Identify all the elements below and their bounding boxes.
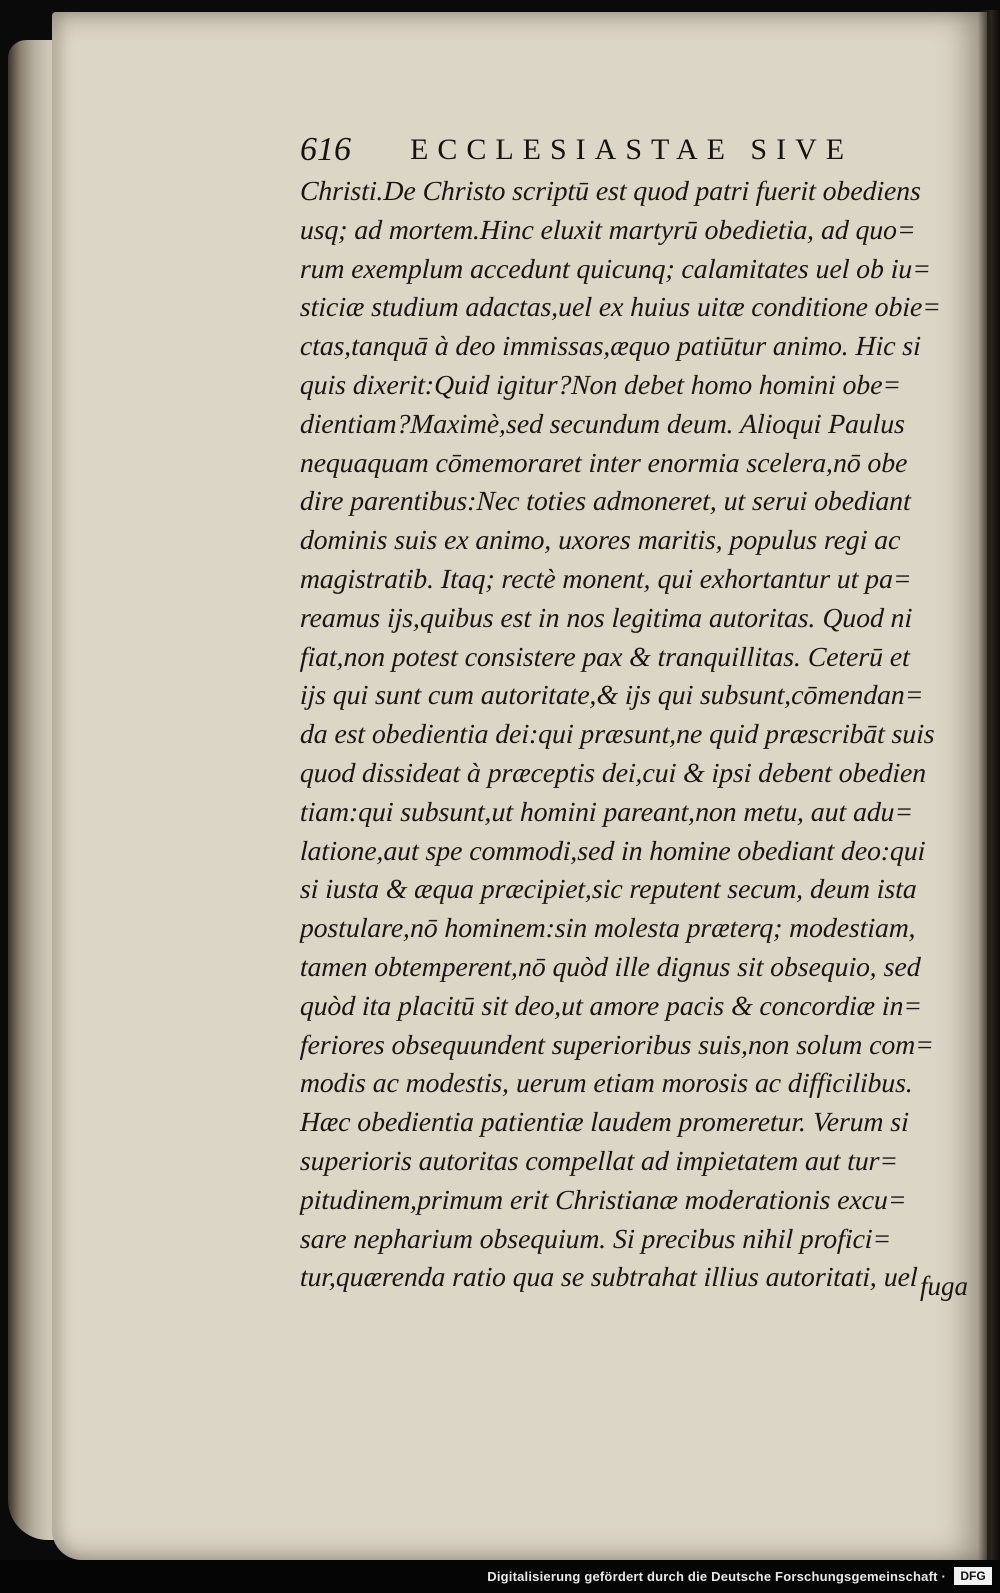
text-line: Hæc obedientia patientiæ laudem promeretur. Verum si: [299, 1106, 910, 1138]
text-line: dominis suis ex animo, uxores maritis, populus regi ac: [299, 524, 901, 556]
text-line: pitudinem,primum erit Christianæ moderationis excu=: [299, 1183, 908, 1215]
text-line: magistratib. Itaq; rectè monent, qui exhortantur ut pa=: [299, 562, 913, 594]
text-line: si iusta & æqua præcipiet,sic reputent secum, deum ista: [299, 873, 918, 905]
text-line: latione,aut spe commodi,sed in homine obediant deo:qui: [299, 834, 926, 866]
running-title: ECCLESIASTAE SIVE: [410, 133, 854, 166]
text-line: reamus ijs,quibus est in nos legitima autoritas. Quod ni: [299, 601, 913, 633]
text-line: quòd ita placitū sit deo,ut amore pacis & concordiæ in=: [299, 989, 923, 1021]
text-line: quod dissideat à præceptis dei,cui & ipsi debent obedien: [299, 756, 927, 788]
text-line: postulare,nō hominem:sin molesta præterq; modestiam,: [299, 912, 917, 944]
text-line: modis ac modestis, uerum etiam morosis ac difficilibus.: [299, 1067, 914, 1099]
text-line: sare nepharium obsequium. Si precibus nihil profici=: [299, 1222, 892, 1254]
catchword: fuga: [920, 1271, 969, 1301]
binding-gutter: [978, 10, 1000, 1560]
text-line: Christi.De Christo scriptū est quod patri fuerit obediens: [299, 175, 922, 206]
text-line: tamen obtemperent,nō quòd ille dignus sit obsequio, sed: [299, 950, 922, 982]
text-line: ctas,tanquā à deo immissas,æquo patiūtur animo. Hic si: [299, 330, 922, 362]
text-line: ijs qui sunt cum autoritate,& ijs qui subsunt,cōmendan=: [299, 679, 924, 711]
text-line: fiat,non potest consistere pax & tranquillitas. Ceterū et: [299, 640, 911, 672]
text-line: superioris autoritas compellat ad impietatem aut tur=: [299, 1144, 899, 1176]
text-line: sticiæ studium adactas,uel ex huius uitæ conditione obie=: [299, 291, 942, 323]
text-line: nequaquam cōmemoraret inter enormia scelera,nō obe: [299, 446, 909, 478]
body-text: [300, 172, 972, 1297]
text-line: quis dixerit:Quid igitur?Non debet homo homini obe=: [299, 368, 902, 400]
digitization-credit: Digitalisierung gefördert durch die Deutsche Forschungsgemeinschaft ·: [487, 1569, 946, 1584]
text-line: rum exemplum accedunt quicunq; calamitates uel ob iu=: [299, 252, 932, 284]
dfg-logo: DFG: [954, 1567, 992, 1585]
text-line: tur,quærenda ratio qua se subtrahat illius autoritati, uel: [299, 1261, 919, 1293]
footer-bar: [0, 1560, 1000, 1593]
text-line: dire parentibus:Nec toties admoneret, ut serui obediant: [299, 485, 912, 517]
page-number: 616: [300, 131, 351, 168]
text-line: dientiam?Maximè,sed secundum deum. Alioqui Paulus: [299, 407, 906, 439]
text-line: feriores obsequundent superioribus suis,non solum com=: [299, 1028, 935, 1060]
text-line: da est obedientia dei:qui præsunt,ne quid præscribāt suis: [299, 718, 936, 750]
text-line: usq; ad mortem.Hinc eluxit martyrū obedietia, ad quo=: [299, 213, 917, 245]
page-header: [300, 128, 940, 172]
text-line: tiam:qui subsunt,ut homini pareant,non metu, aut adu=: [299, 795, 914, 827]
